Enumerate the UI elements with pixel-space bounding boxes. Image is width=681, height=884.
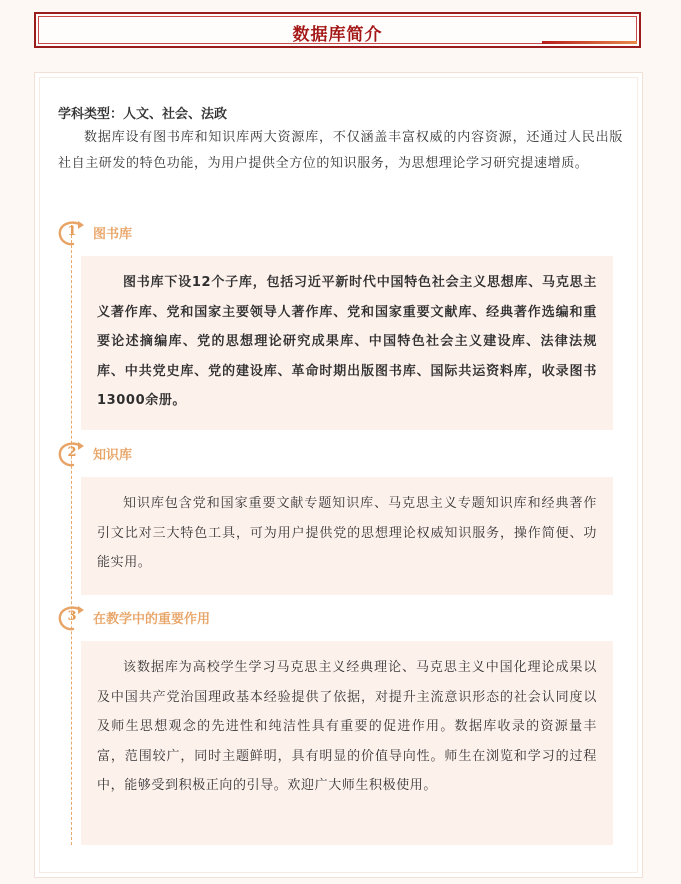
section-body-books bbox=[81, 256, 613, 430]
section-body-knowledge bbox=[81, 477, 613, 595]
section-title: 图书库 bbox=[93, 227, 133, 242]
section-title: 知识库 bbox=[93, 448, 133, 463]
section-number-badge bbox=[57, 605, 87, 631]
subject-type: 学科类型：人文、社会、法政 bbox=[58, 107, 228, 122]
section-text: 知识库包含党和国家重要文献专题知识库、马克思主义专题知识库和经典著作引文比对三大特色工具，可为用户提供党的思想理论权威知识服务，操作简便、功能实用。 bbox=[97, 496, 597, 570]
section-body-teaching bbox=[81, 641, 613, 845]
section-number: 2 bbox=[67, 445, 77, 460]
content-card bbox=[34, 72, 643, 878]
section-number-badge bbox=[57, 220, 87, 246]
timeline-line bbox=[71, 225, 72, 845]
section-number-badge bbox=[57, 441, 87, 467]
title-accent-bar bbox=[542, 41, 637, 44]
intro-description: 数据库设有图书库和知识库两大资源库，不仅涵盖丰富权威的内容资源，还通过人民出版社自主研发的特色功能，为用户提供全方位的知识服务，为思想理论学习研究提速增质。 bbox=[58, 130, 623, 171]
section-text: 图书库下设12个子库，包括习近平新时代中国特色社会主义思想库、马克思主义著作库、党和国家主要领导人著作库、党和国家重要文献库、经典著作选编和重要论述摘编库、党的思想理论研究成果库、中国特色社会主义建设库、法律法规库、中共党史库、党的建设库、革命时期出版图书库、国际共运资料库，收录图书13000余册。 bbox=[97, 275, 597, 408]
section-title: 在教学中的重要作用 bbox=[93, 612, 211, 627]
page-title: 数据库简介 bbox=[292, 25, 383, 45]
section-text: 该数据库为高校学生学习马克思主义经典理论、马克思主义中国化理论成果以及中国共产党治国理政基本经验提供了依据，对提升主流意识形态的社会认同度以及师生思想观念的先进性和纯洁性具有重要的促进作用。数据库收录的资源量丰富，范围较广，同时主题鲜明，具有明显的价值导向性。师生在浏览和学习的过程中，能够受到积极正向的引导。欢迎广大师生积极使用。 bbox=[97, 660, 597, 793]
section-number: 1 bbox=[67, 224, 77, 239]
section-number: 3 bbox=[67, 609, 77, 624]
title-banner bbox=[34, 12, 641, 48]
